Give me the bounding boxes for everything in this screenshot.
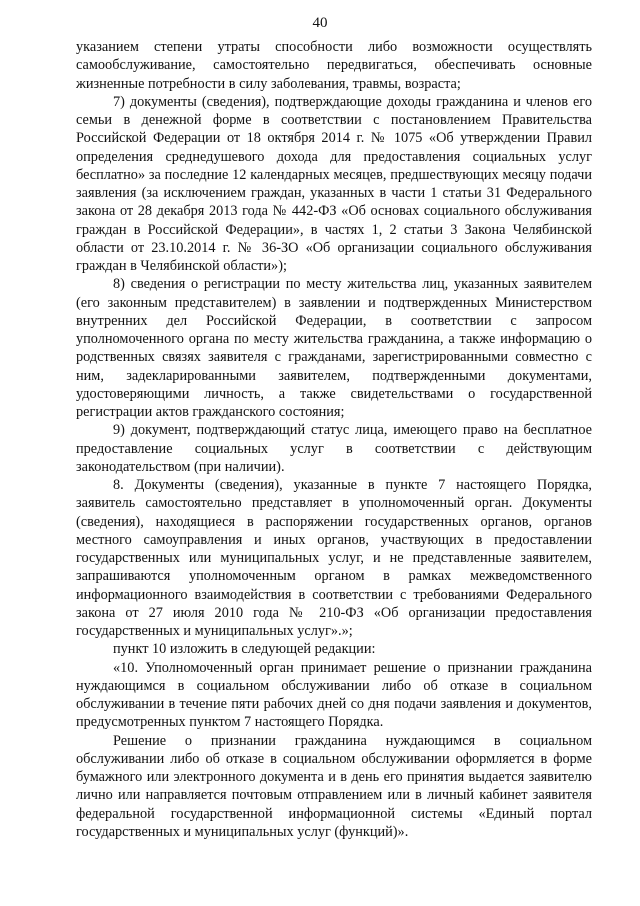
document-body bbox=[76, 38, 592, 841]
paragraph-item-8: 8) сведения о регистрации по месту жительства лиц, указанных заявителем (его законным представителем) в заявлении и подтвержденных Министерством внутренних дел Российской Федерации, в соответствии с запросом уполномоченного органа по месту жительства гражданина, а также информацию о родственных связях заявителя с гражданами, зарегистрированными совместно с ним, задекларированными заявителем, подтвержденными документами, удостоверяющими личность, а также свидетельствами о государственной регистрации актов гражданского состояния; bbox=[76, 276, 592, 420]
paragraph-clause-10: «10. Уполномоченный орган принимает решение о признании гражданина нуждающимся в социальном обслуживании либо об отказе в социальном обслуживании в течение пяти рабочих дней со дня подачи заявления и документов, предусмотренных пунктом 7 настоящего Порядка. bbox=[76, 659, 592, 731]
paragraph-decision: Решение о признании гражданина нуждающимся в социальном обслуживании либо об отказе в социальном обслуживании оформляется в форме бумажного или электронного документа и в день его принятия выдается заявителю лично или направляется почтовым отправлением или в личный кабинет заявителя федеральной государственной информационной системы «Единый портал государственных и муниципальных услуг (функций)». bbox=[76, 732, 592, 840]
page-number: 40 bbox=[312, 15, 328, 31]
paragraph-item-9: 9) документ, подтверждающий статус лица, имеющего право на бесплатное предоставление социальных услуг в соответствии с действующим законодательством (при наличии). bbox=[76, 422, 592, 475]
paragraph-amendment-intro: пункт 10 изложить в следующей редакции: bbox=[113, 641, 376, 658]
paragraph-item-7: 7) документы (сведения), подтверждающие доходы гражданина и членов его семьи в денежной форме в соответствии с постановлением Правительства Российской Федерации от 18 октября 2014 г. № 1075 «Об утверждении Правил определения среднедушевого дохода для предоставления социальных услуг бесплатно» за последние 12 календарных месяцев, предшествующих месяцу подачи заявления (за исключением граждан, указанных в части 1 статьи 31 Федерального закона от 28 декабря 2013 года № 442-ФЗ «Об основах социального обслуживания граждан в Российской Федерации», в частях 1, 2 статьи 3 Закона Челябинской области от 23.10.2014 г. № 36-ЗО «Об организации социального обслуживания граждан в Челябинской области»); bbox=[76, 93, 592, 274]
paragraph-clause-8: 8. Документы (сведения), указанные в пункте 7 настоящего Порядка, заявитель самостоятельно представляет в уполномоченный орган. Документы (сведения), находящиеся в распоряжении государственных органов, органов местного самоуправления и иных органов, участвующих в предоставлении государственных или муниципальных услуг, и не представленные заявителем, запрашиваются уполномоченным органом в рамках межведомственного информационного взаимодействия в соответствии с требованиями Федерального закона от 27 июля 2010 года № 210-ФЗ «Об организации предоставления государственных и муниципальных услуг».»; bbox=[76, 477, 592, 639]
paragraph-continuation: указанием степени утраты способности либо возможности осуществлять самообслуживание, самостоятельно передвигаться, обеспечивать основные жизненные потребности в силу заболевания, травмы, возраста; bbox=[76, 39, 592, 92]
